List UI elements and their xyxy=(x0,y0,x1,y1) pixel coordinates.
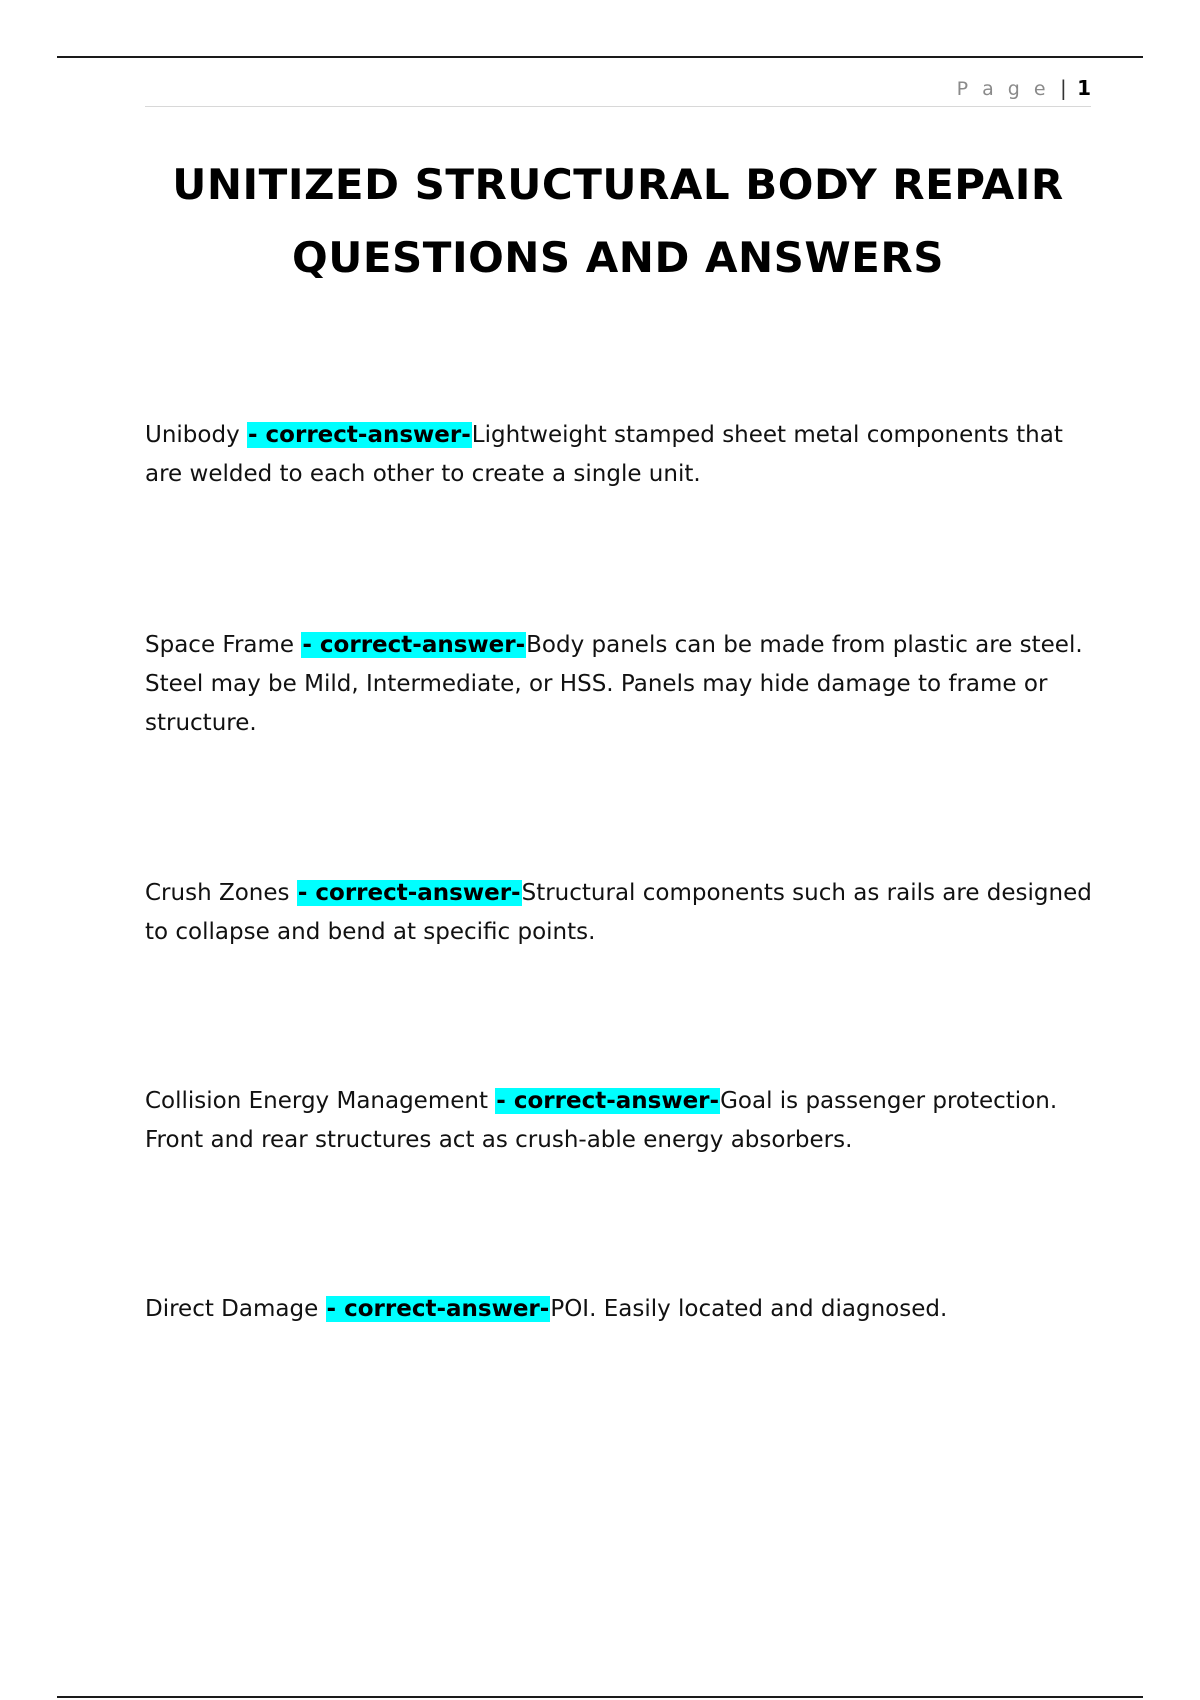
qa-item-crush-zones xyxy=(145,874,1095,952)
page-number: 1 xyxy=(1077,76,1091,100)
qa-term: Unibody xyxy=(145,422,247,448)
answer-marker: - correct-answer- xyxy=(297,880,521,906)
answer-marker: - correct-answer- xyxy=(302,632,526,658)
answer-marker: - correct-answer- xyxy=(248,422,471,448)
title-line-2: QUESTIONS AND ANSWERS xyxy=(292,233,944,282)
qa-term: Direct Damage xyxy=(145,1296,326,1322)
qa-answer: Goal is passenger protection. Front and rear structures act as crush-able energy absorbers. xyxy=(145,1088,1058,1153)
qa-term: Space Frame xyxy=(145,632,302,658)
page-header xyxy=(145,72,1091,107)
page-label: P a g e xyxy=(956,78,1050,100)
qa-item-space-frame xyxy=(145,626,1095,743)
answer-marker: - correct-answer- xyxy=(496,1088,720,1114)
qa-answer: Body panels can be made from plastic are steel. Steel may be Mild, Intermediate, or HSS. Panels may hide damage to frame or structure. xyxy=(145,632,1083,736)
page-separator: | xyxy=(1059,76,1067,100)
qa-answer: POI. Easily located and diagnosed. xyxy=(550,1296,948,1322)
qa-answer: Structural components such as rails are designed to collapse and bend at specific points. xyxy=(145,880,1092,945)
document-title xyxy=(100,148,1136,294)
qa-answer: Lightweight stamped sheet metal components that are welded to each other to create a single unit. xyxy=(145,422,1063,487)
qa-item-collision-energy-management xyxy=(145,1082,1095,1160)
qa-item-direct-damage xyxy=(145,1290,1095,1329)
qa-term: Crush Zones xyxy=(145,880,297,906)
qa-term: Collision Energy Management xyxy=(145,1088,496,1114)
top-rule xyxy=(57,56,1143,58)
answer-marker: - correct-answer- xyxy=(326,1296,550,1322)
bottom-rule xyxy=(57,1696,1143,1698)
qa-item-unibody xyxy=(145,416,1095,494)
title-line-1: UNITIZED STRUCTURAL BODY REPAIR xyxy=(172,160,1064,209)
